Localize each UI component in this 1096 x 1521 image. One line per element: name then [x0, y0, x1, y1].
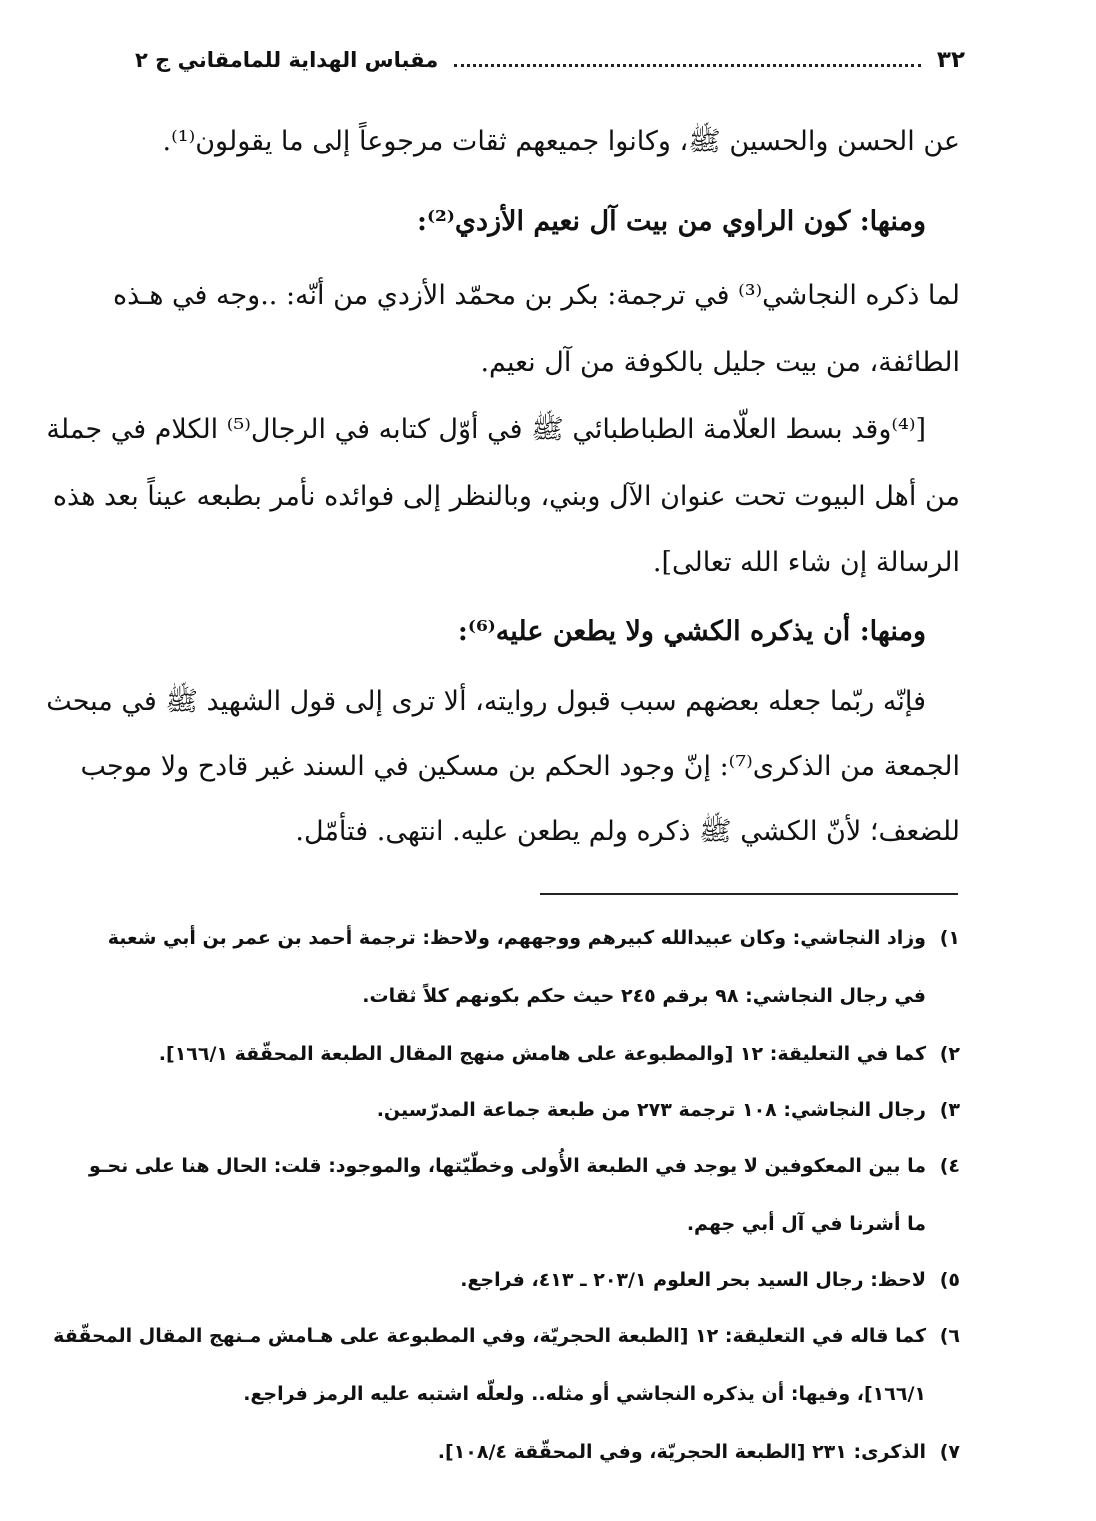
footnote-text: ما أشرنا في آل أبي جهم. [686, 1213, 926, 1235]
footnote-item [135, 1260, 960, 1300]
footnote-text: كما في التعليقة: ١٢ [والمطبوعة على هامش منهج المقال الطبعة المحقّقة ١٦٦/١]. [158, 1043, 926, 1065]
text-line: [⁽⁴⁾وقد بسط العلّامة الطباطبائي ﷺ في أوّل كتابه في الرجال⁽⁵⁾ الكلام في جملة [46, 414, 926, 445]
text-line: لما ذكره النجاشي⁽³⁾ في ترجمة: بكر بن محمّد الأزدي من أنّه: ..وجه في هـذه [112, 280, 960, 311]
footnote-text: ١٦٦/١]، وفيها: أن يذكره النجاشي أو مثله.. ولعلّه اشتبه عليه الرمز فراجع. [243, 1383, 926, 1405]
footnote-number: ٣) [939, 1099, 960, 1121]
text-line: الرسالة إن شاء الله تعالى]. [652, 547, 960, 578]
footnote-number: ٧) [939, 1441, 960, 1463]
text-line: عن الحسن والحسين ﷺ، وكانوا جميعهم ثقات مرجوعاً إلى ما يقولون⁽¹⁾. [162, 126, 960, 157]
footnote-item [135, 1034, 960, 1074]
footnote-text: لاحظ: رجال السيد بحر العلوم ٢٠٣/١ ـ ٤١٣، فراجع. [460, 1269, 926, 1291]
text-line: فإنّه ربّما جعله بعضهم سبب قبول روايته، ألا ترى إلى قول الشهيد ﷺ في مبحث [46, 686, 926, 717]
footnote-item [107, 918, 960, 958]
footnote-text: الذكرى: ٢٣١ [الطبعة الحجريّة، وفي المحقّقة ١٠٨/٤]. [437, 1441, 926, 1463]
footnote-number: ٦) [939, 1325, 960, 1347]
footnote-number: ٥) [939, 1269, 960, 1291]
text-line: الطائفة، من بيت جليل بالكوفة من آل نعيم. [480, 347, 960, 378]
page-number: ٣٢ [936, 47, 965, 73]
book-title: مقباس الهداية للمامقاني ج ٢ [135, 48, 439, 72]
footnote-text: كما قاله في التعليقة: ١٢ [الطبعة الحجريّة، وفي المطبوعة على هـامش مـنهج المقال المحقّقة [53, 1325, 926, 1347]
footnote-continuation [135, 1204, 960, 1244]
footnote-separator [540, 893, 958, 895]
footnote-text: وزاد النجاشي: وكان عبيدالله كبيرهم ووجههم، ولاحظ: ترجمة أحمد بن عمر بن أبي شعبة [107, 927, 926, 949]
text-line: للضعف؛ لأنّ الكشي ﷺ ذكره ولم يطعن عليه. انتهى. فتأمّل. [295, 816, 960, 847]
section-heading: ومنها: أن يذكره الكشي ولا يطعن عليه⁽⁶⁾: [457, 616, 926, 647]
section-heading: ومنها: كون الراوي من بيت آل نعيم الأزدي⁽²⁾: [417, 206, 926, 237]
running-header [135, 40, 965, 80]
text-line: الجمعة من الذكرى⁽⁷⁾: إنّ وجود الحكم بن مسكين في السند غير قادح ولا موجب [80, 751, 960, 782]
footnote-continuation [135, 976, 960, 1016]
header-dot-leader [454, 64, 921, 67]
text-line: من أهل البيوت تحت عنوان الآل وبني، وبالنظر إلى فوائده نأمر بطبعه عيناً بعد هذه [52, 481, 960, 512]
footnote-number: ١) [939, 927, 960, 949]
footnote-number: ٢) [939, 1043, 960, 1065]
footnote-continuation [135, 1374, 960, 1414]
footnote-item [53, 1316, 960, 1356]
footnote-text: في رجال النجاشي: ٩٨ برقم ٢٤٥ حيث حكم بكونهم كلاً ثقات. [362, 985, 926, 1007]
footnote-item [89, 1146, 960, 1186]
footnote-number: ٤) [939, 1155, 960, 1177]
footnote-text: رجال النجاشي: ١٠٨ ترجمة ٢٧٣ من طبعة جماعة المدرّسين. [376, 1099, 926, 1121]
footnote-item [135, 1090, 960, 1130]
footnote-text: ما بين المعكوفين لا يوجد في الطبعة الأُولى وخطّيّتها، والموجود: قلت: الحال هنا على نحـو [89, 1155, 926, 1177]
footnote-item [135, 1432, 960, 1472]
